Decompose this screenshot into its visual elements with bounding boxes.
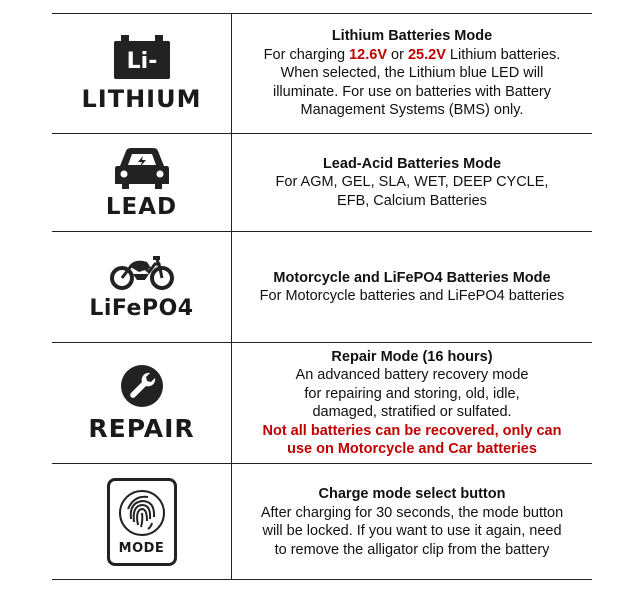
mode-table (52, 13, 592, 580)
repair-warning-1: Not all batteries can be recovered, only can (262, 422, 562, 439)
lead-text-cell (232, 134, 592, 231)
lithium-line3: illuminate. For use on batteries with Battery (272, 83, 552, 100)
repair-text-cell (232, 343, 592, 463)
lead-line1: For AGM, GEL, SLA, WET, DEEP CYCLE, (275, 174, 549, 191)
voltage-25v: 25.2V (407, 46, 446, 63)
lifepo4-title: Motorcycle and LiFePO4 Batteries Mode (273, 269, 551, 286)
lithium-line4: Management Systems (BMS) only. (300, 102, 524, 119)
lithium-title: Lithium Batteries Mode (331, 28, 493, 45)
row-lithium (52, 14, 592, 133)
lithium-line1: For charging 12.6V or 25.2V Lithium batteries. (263, 46, 561, 63)
lead-label: LEAD (105, 193, 178, 220)
repair-line3: damaged, stratified or sulfated. (312, 404, 512, 420)
repair-line2: for repairing and storing, old, idle, (304, 385, 520, 402)
motorcycle-icon (109, 254, 175, 290)
lifepo4-text-cell (232, 232, 592, 342)
mode-icon-cell (52, 464, 232, 580)
lithium-icon-cell (52, 14, 232, 133)
lifepo4-label: LiFePO4 (89, 295, 194, 321)
repair-label: REPAIR (88, 413, 195, 443)
fingerprint-icon (118, 489, 166, 537)
lead-icon-cell (52, 134, 232, 231)
mode-label: MODE (118, 540, 165, 556)
lithium-text-cell (232, 14, 592, 133)
repair-line1: An advanced battery recovery mode (295, 367, 529, 383)
mode-line3: to remove the alligator clip from the battery (274, 541, 550, 558)
row-lead (52, 133, 592, 231)
lead-line2: EFB, Calcium Batteries (337, 192, 487, 209)
lifepo4-line1: For Motorcycle batteries and LiFePO4 batteries (259, 288, 565, 304)
repair-icon-cell (52, 343, 232, 463)
lithium-battery-icon (112, 35, 172, 79)
lifepo4-icon-cell (52, 232, 232, 342)
mode-line1: After charging for 30 seconds, the mode button (260, 504, 564, 521)
wrench-icon (120, 364, 164, 408)
mode-line2: will be locked. If you want to use it again, need (262, 523, 562, 539)
mode-title: Charge mode select button (318, 486, 506, 502)
voltage-12v: 12.6V (349, 46, 388, 63)
lithium-line2: When selected, the Lithium blue LED will (280, 65, 544, 82)
repair-title: Repair Mode (16 hours) (331, 348, 493, 365)
row-mode (52, 463, 592, 580)
lithium-label: LITHIUM (81, 84, 202, 113)
lithium-icon-text: Li- (126, 48, 157, 74)
row-lifepo4 (52, 231, 592, 342)
lead-title: Lead-Acid Batteries Mode (322, 155, 502, 172)
row-repair (52, 342, 592, 463)
car-icon (114, 146, 170, 190)
repair-warning-2: use on Motorcycle and Car batteries (287, 441, 537, 457)
mode-text-cell (232, 464, 592, 580)
mode-button-icon (107, 478, 177, 566)
